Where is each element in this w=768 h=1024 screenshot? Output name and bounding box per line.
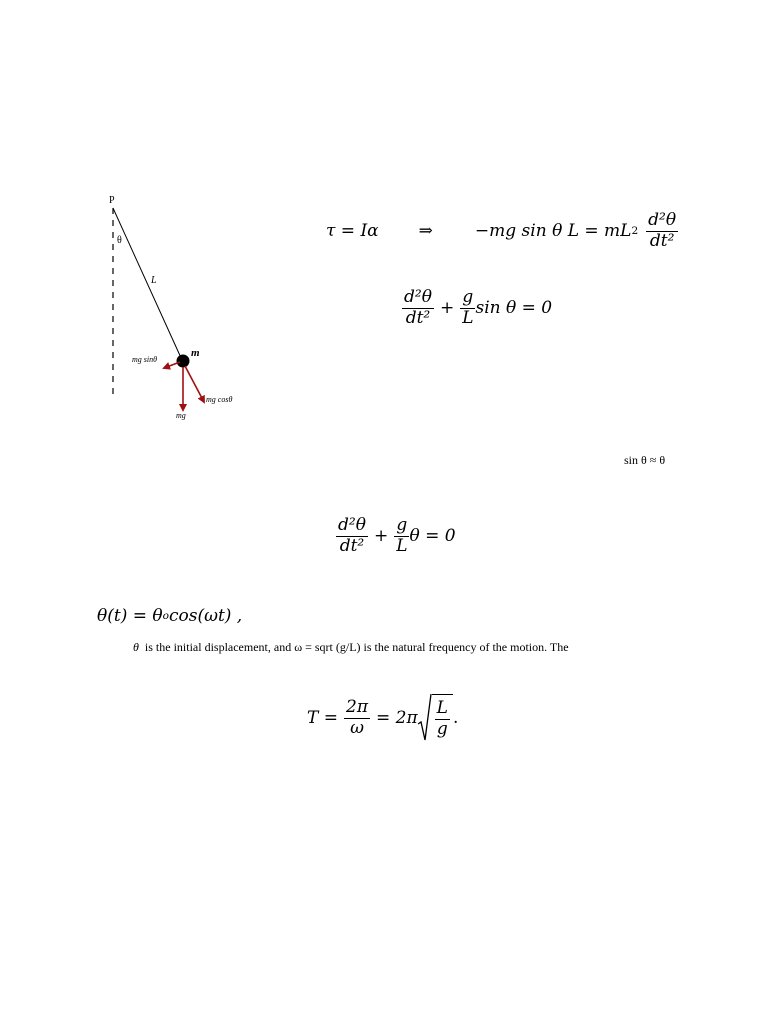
eq3-frac2-num: g: [396, 514, 408, 535]
eq3-frac1-num: d²θ: [338, 514, 366, 535]
equation-solution: θ(t) = θ o cos(ωt) ,: [97, 606, 243, 626]
eq5-lhs: T =: [307, 708, 338, 728]
pendulum-diagram: [100, 190, 260, 430]
eq3-fraction-2: [394, 514, 409, 556]
eq5-end: .: [452, 708, 459, 728]
eq2-fraction-2: [460, 286, 475, 328]
eq1-lhs: τ = Iα: [326, 221, 379, 241]
sentence-symbol: θ: [133, 640, 139, 654]
eq2-fraction-1: [402, 286, 434, 328]
length-label: L: [151, 275, 157, 286]
eq5-radicand: [435, 700, 450, 739]
eq2-frac1-num: d²θ: [404, 286, 432, 307]
arrow-tangential: [164, 362, 180, 368]
eq5-rad-num: L: [436, 698, 448, 719]
eq1-frac-num: d²θ: [648, 209, 677, 230]
eq1-rhs: −mg sin θ L = mL: [474, 221, 632, 241]
pendulum-string: [113, 208, 182, 360]
angle-label: θ: [117, 235, 122, 246]
eq5-frac-den: ω: [350, 717, 364, 738]
equation-nonlinear: [402, 285, 552, 331]
eq5-rad-den: g: [436, 719, 448, 739]
eq5-fraction: [344, 696, 370, 738]
eq3-plus: +: [373, 526, 389, 546]
eq5-frac-num: 2π: [346, 696, 368, 717]
eq5-sqrt: [418, 694, 453, 742]
pivot-label: P: [109, 195, 115, 206]
eq5-mid: = 2π: [376, 708, 418, 728]
radical-sign-icon: [418, 694, 432, 742]
eq3-tail: θ = 0: [409, 526, 456, 546]
equation-linearized: [336, 513, 456, 559]
equation-period: [307, 693, 458, 743]
eq3-frac2-den: L: [396, 535, 408, 556]
arrow-radial: [185, 366, 204, 402]
eq4-rhs: cos(ωt) ,: [168, 606, 243, 626]
equation-torque: τ = Iα ⇒ −mg sin θ L = mL 2 $\frac{\text{d²θ}}{\text{dt²}}$: [326, 209, 677, 251]
eq2-frac1-den: dt²: [405, 307, 431, 328]
pendulum-bob: [177, 355, 190, 368]
eq2-tail: sin θ = 0: [475, 298, 553, 318]
mass-label: m: [191, 347, 200, 359]
explanation-sentence: [133, 640, 569, 655]
eq1-implies: ⇒: [418, 221, 433, 241]
force-radial-label: mg cosθ: [206, 395, 233, 404]
force-tangential-label: mg sinθ: [132, 355, 158, 364]
eq2-frac2-num: g: [462, 286, 474, 307]
eq1-frac-den: dt²: [649, 230, 675, 251]
eq1-fraction: [646, 209, 678, 251]
eq2-frac2-den: L: [462, 307, 474, 328]
eq3-frac1-den: dt²: [339, 535, 365, 556]
small-angle-approximation: sin θ ≈ θ: [624, 453, 666, 467]
force-weight-label: mg: [176, 411, 186, 420]
sentence-text: is the initial displacement, and ω = sqrt (g/L) is the natural frequency of the motion. The: [138, 640, 569, 654]
eq2-plus: +: [439, 298, 455, 318]
eq3-fraction-1: [336, 514, 368, 556]
eq4-lhs: θ(t) = θ: [97, 606, 163, 626]
